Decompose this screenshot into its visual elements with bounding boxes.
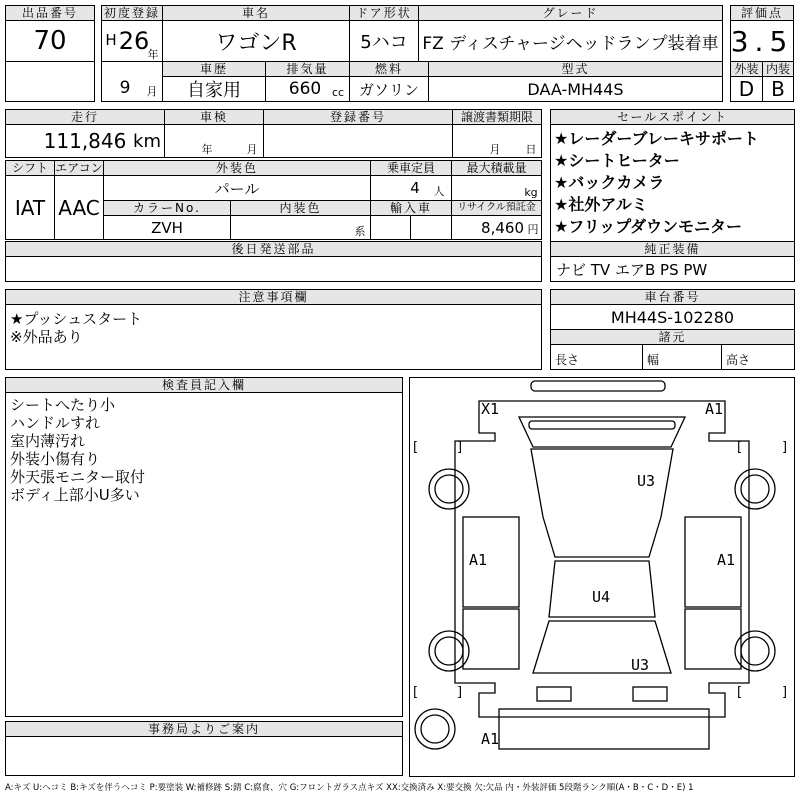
max-load-unit: kg xyxy=(524,185,538,199)
mileage-label: 走行 xyxy=(5,109,165,125)
rear-window xyxy=(533,621,671,673)
equipment-label: 純正装備 xyxy=(550,241,795,257)
inspector-text xyxy=(10,396,145,504)
rear-lamp-left xyxy=(537,687,571,701)
capacity-unit: 人 xyxy=(433,185,445,198)
registration-number-cell xyxy=(263,124,453,158)
damage-mark-hood: U3 xyxy=(637,472,656,490)
interior-label: 内装 xyxy=(762,61,794,77)
score: 3.5 xyxy=(730,24,794,58)
aircon: AAC xyxy=(58,195,100,220)
right-rear-door xyxy=(685,609,741,669)
chassis-label: 車台番号 xyxy=(550,289,795,305)
bracket-right: [ xyxy=(737,685,743,700)
lot-number-blank xyxy=(5,61,95,102)
inspector-line: 外天張モニター取付 xyxy=(10,468,146,486)
sales-point-item: ★シートヒーター xyxy=(554,151,680,170)
exterior-color-label: 外装色 xyxy=(103,160,371,176)
registration-month: 9 xyxy=(119,78,131,98)
later-parts-cell xyxy=(5,256,542,282)
bracket-right: ] xyxy=(782,685,788,700)
shift-label: シフト xyxy=(5,160,55,176)
sales-point-item: ★フリップダウンモニター xyxy=(554,217,742,236)
later-parts-label: 後日発送部品 xyxy=(5,241,542,257)
damage-mark-front-left: X1 xyxy=(481,400,500,418)
history: 自家用 xyxy=(187,80,241,101)
car-name: ワゴンR xyxy=(215,30,297,56)
damage-mark-left-door: A1 xyxy=(469,551,488,569)
sales-point-item: ★バックカメラ xyxy=(554,173,665,192)
door-type-label: ドア形状 xyxy=(349,5,419,21)
width-label: 幅 xyxy=(647,352,660,367)
damage-mark-trunk: U3 xyxy=(631,656,650,674)
lot-number-label: 出品番号 xyxy=(5,5,95,21)
inspection-year-unit: 年 xyxy=(201,143,213,156)
damage-mark-front-right: A1 xyxy=(705,400,724,418)
length-label: 長さ xyxy=(555,352,580,367)
inspector-line: 室内薄汚れ xyxy=(10,432,86,450)
recycle-unit: 円 xyxy=(527,223,539,236)
transfer-deadline-label: 譲渡書類期限 xyxy=(452,109,542,125)
grade-label: グレード xyxy=(418,5,723,21)
damage-mark-rear: A1 xyxy=(481,730,500,748)
car-name-label: 車名 xyxy=(162,5,350,21)
rear-bumper xyxy=(499,709,709,749)
notes-label: 注意事項欄 xyxy=(5,289,542,305)
color-number: ZVH xyxy=(151,218,183,237)
equipment: ナビ TV エアB PS PW xyxy=(556,260,708,279)
door-type: 5ハコ xyxy=(360,32,408,53)
notes-text xyxy=(10,310,142,346)
grade: FZ ディスチャージヘッドランプ装着車 xyxy=(422,33,719,54)
interior-color-cell xyxy=(230,215,371,240)
color-number-label: カラーNo. xyxy=(103,200,231,216)
inspector-line: ハンドルすれ xyxy=(10,414,101,432)
fuel: ガソリン xyxy=(358,80,419,99)
height-label: 高さ xyxy=(726,352,751,367)
damage-mark-right-door: A1 xyxy=(717,551,736,569)
capacity-label: 乗車定員 xyxy=(370,160,452,176)
chassis-number: MH44S-102280 xyxy=(610,307,735,327)
transfer-day-unit: 日 xyxy=(525,143,537,156)
sales-point-item: ★レーダーブレーキサポート xyxy=(554,129,759,148)
left-rear-door xyxy=(463,609,519,669)
bracket-left: ] xyxy=(457,440,463,455)
shift: IAT xyxy=(14,195,46,220)
inspector-line: ボディ上部小U多い xyxy=(10,486,140,504)
score-label: 評価点 xyxy=(730,5,794,21)
interior-color-unit: 系 xyxy=(354,225,366,238)
displacement: 660 xyxy=(288,79,322,99)
front-bumper xyxy=(531,381,665,391)
import-cell-a xyxy=(370,215,411,240)
import-label: 輸入車 xyxy=(370,200,452,216)
mileage: 111,846 xyxy=(43,129,127,153)
rear-lamp-right xyxy=(633,687,667,701)
interior-grade: B xyxy=(771,77,785,101)
sales-point-list xyxy=(554,128,759,238)
interior-color-label: 内装色 xyxy=(230,200,371,216)
recycle-label: リサイクル預託金 xyxy=(451,200,542,216)
note-line: ★プッシュスタート xyxy=(10,310,143,328)
aircon-label: エアコン xyxy=(55,161,103,175)
sales-point-label: セールスポイント xyxy=(550,109,795,125)
exterior-label: 外装 xyxy=(730,61,763,77)
hood-panel xyxy=(531,449,673,557)
bracket-left: ] xyxy=(457,685,463,700)
year-unit: 年 xyxy=(147,48,159,61)
inspector-line: シートへたり小 xyxy=(10,396,116,414)
damage-mark-roof: U4 xyxy=(592,588,611,606)
lot-number: 70 xyxy=(33,26,67,56)
bracket-left: [ xyxy=(413,685,419,700)
capacity: 4 xyxy=(410,179,420,197)
fuel-label: 燃料 xyxy=(349,61,429,77)
specs-label: 諸元 xyxy=(550,329,795,345)
first-registration-label: 初度登録 xyxy=(101,5,163,21)
displacement-label: 排気量 xyxy=(265,61,350,77)
mileage-unit: km xyxy=(133,130,161,152)
inspector-line: 外装小傷有り xyxy=(10,450,101,468)
legend-footer: A:キズ U:ヘコミ B:キズを伴うヘコミ P:要塗装 W:補修跡 S:錆 C:腐食、穴 G:フロントガラス点キズ XX:交換済み X:要交換 欠:欠品 内・外装評価 5段階ランク順(A・B・C・D・E) 1 xyxy=(5,783,694,793)
model: DAA-MH44S xyxy=(527,79,624,99)
bracket-right: [ xyxy=(737,440,743,455)
sales-point-item: ★社外アルミ xyxy=(554,195,648,214)
car-outline xyxy=(409,377,795,777)
recycle-fee: 8,460 xyxy=(481,218,524,237)
exterior-grade: D xyxy=(738,77,755,101)
registration-year: 26 xyxy=(118,27,150,55)
registration-number-label: 登録番号 xyxy=(263,109,453,125)
era: H xyxy=(105,31,117,49)
inspector-label: 検査員記入欄 xyxy=(5,377,403,393)
wiper-area xyxy=(529,421,675,429)
month-unit: 月 xyxy=(146,85,158,98)
max-load-label: 最大積載量 xyxy=(451,160,542,176)
displacement-unit: cc xyxy=(331,85,345,99)
note-line: ※外品あり xyxy=(10,328,83,346)
inspection-month-unit: 月 xyxy=(246,143,258,156)
model-label: 型式 xyxy=(428,61,723,77)
inspection-label: 車検 xyxy=(164,109,264,125)
bracket-left: [ xyxy=(413,440,419,455)
history-label: 車歴 xyxy=(162,61,266,77)
office-label: 事務局よりご案内 xyxy=(5,721,403,737)
import-cell-b xyxy=(410,215,452,240)
transfer-month-unit: 月 xyxy=(489,143,501,156)
office-cell xyxy=(5,736,403,776)
bracket-right: ] xyxy=(782,440,788,455)
exterior-color: パール xyxy=(214,179,260,198)
